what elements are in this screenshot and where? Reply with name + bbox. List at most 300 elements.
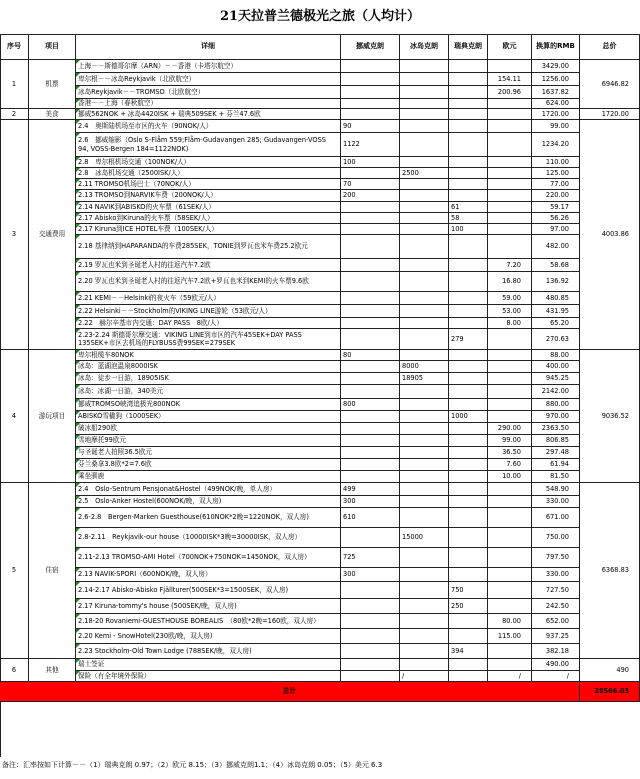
row-rmb: 1256.00 [532,73,580,86]
row-isk [400,568,449,582]
row-rmb: / [532,671,580,682]
row-rmb: 1637.82 [532,86,580,99]
row-detail: 2.13 NAVIK-SPORI（600NOK/晚，双人房） [76,568,341,582]
row-sek [449,190,488,202]
row-detail: 2.5 Oslo-Anker Hostel(600NOK/晚，双人房) [76,496,341,508]
row-eur: 7.20 [488,259,532,272]
row-nok [341,373,400,385]
row-detail: 2.18 基律纳到HAPARANDA的车费285SEK，TONIE到罗瓦也米车费25.2欧元 [76,235,341,259]
row-isk [400,659,449,671]
row-sek [449,318,488,329]
row-nok [341,582,400,599]
row-eur [488,373,532,385]
header-isk: 冰岛克朗 [400,34,449,60]
row-eur [488,528,532,548]
row-isk [400,350,449,361]
row-sek [449,548,488,568]
row-detail: 2.8 卑尔根机场交通（100NOK/人） [76,157,341,168]
row-detail: 破冰船290欧 [76,423,341,435]
row-detail: 2.14-2.17 Abisko-Abisko Fjällturer(500SEK*3=1500SEK，双人房) [76,582,341,599]
row-detail: 2.17 Abisko到Kiruna的火车票（58SEK/人） [76,213,341,224]
row-nok [341,459,400,471]
row-rmb: 431.95 [532,305,580,318]
row-nok [341,213,400,224]
row-eur: 10.00 [488,471,532,483]
row-eur [488,60,532,73]
row-sek [449,459,488,471]
group-item: 游玩项目 [29,350,76,483]
row-nok [341,471,400,483]
row-rmb: 480.85 [532,292,580,305]
total-label: 总计 [0,682,580,702]
row-detail: 2.6-2.8 Bergen-Marken Guesthouse(610NOK*2晚=1220NOK，双人房) [76,508,341,528]
row-sek: 1000 [449,411,488,423]
row-nok: 1122 [341,133,400,157]
row-nok [341,614,400,629]
row-eur: 7.60 [488,459,532,471]
row-rmb: 88.00 [532,350,580,361]
sheet-title: 21天拉普兰德极光之旅（人均计） [219,9,421,24]
row-detail: 上海－－斯德哥尔摩（ARN）－－香港（卡塔尔航空） [76,60,341,73]
row-nok [341,659,400,671]
group-item: 美食 [29,109,76,120]
row-eur [488,508,532,528]
row-detail: 2.23 Stockholm-Old Town Lodge (788SEK/晚，双人房) [76,644,341,659]
row-isk: 8000 [400,361,449,373]
row-isk [400,447,449,459]
row-isk [400,179,449,190]
row-detail: 卑尔根缆车80NOK [76,350,341,361]
row-eur: 53.00 [488,305,532,318]
row-sek [449,86,488,99]
header-total: 总价 [580,34,640,60]
row-rmb: 77.00 [532,179,580,190]
row-sek [449,399,488,411]
row-sek [449,292,488,305]
row-nok [341,272,400,292]
row-eur [488,496,532,508]
row-sek [449,99,488,109]
group-seq: 4 [0,350,29,483]
row-eur [488,329,532,350]
row-sek: 58 [449,213,488,224]
row-eur: 8.00 [488,318,532,329]
row-nok [341,86,400,99]
row-sek: 250 [449,599,488,614]
row-detail: 芬兰桑拿3.8欧*2=7.6欧 [76,459,341,471]
row-detail: 乘坐驯鹿 [76,471,341,483]
row-rmb: 2142.00 [532,385,580,399]
row-sek [449,423,488,435]
row-isk [400,582,449,599]
row-nok [341,644,400,659]
row-detail: 2.17 Kiruna-tommy's house (500SEK/晚，双人房) [76,599,341,614]
row-detail: 冰岛Reykjavik－－TROMSO（北欧航空） [76,86,341,99]
row-rmb: 750.00 [532,528,580,548]
group-item: 交通费用 [29,120,76,350]
row-nok [341,528,400,548]
group-total: 9036.52 [580,350,640,483]
row-nok: 725 [341,548,400,568]
row-rmb: 548.90 [532,483,580,496]
row-eur [488,99,532,109]
row-isk [400,272,449,292]
group-seq: 2 [0,109,29,120]
row-nok [341,109,400,120]
row-rmb: 330.00 [532,568,580,582]
row-rmb: 970.00 [532,411,580,423]
row-isk [400,133,449,157]
row-isk [400,292,449,305]
row-eur [488,179,532,190]
row-nok: 100 [341,157,400,168]
row-nok: 70 [341,179,400,190]
group-seq: 5 [0,483,29,659]
row-isk [400,423,449,435]
row-eur [488,659,532,671]
row-detail: 挪威562NOK + 冰岛4420ISK + 瑞典509SEK + 芬兰47.6欧 [76,109,341,120]
row-nok: 300 [341,496,400,508]
row-sek [449,305,488,318]
row-isk [400,213,449,224]
row-sek [449,508,488,528]
row-isk [400,471,449,483]
row-rmb: 56.26 [532,213,580,224]
row-rmb: 727.50 [532,582,580,599]
row-nok [341,73,400,86]
row-rmb: 624.00 [532,99,580,109]
row-detail: 2.11 TROMSO机场巴士（70NOK/人） [76,179,341,190]
row-isk [400,202,449,213]
row-eur [488,361,532,373]
row-detail: 2.19 罗瓦也米到圣诞老人村的往返汽车7.2欧 [76,259,341,272]
row-detail: 2.4 Oslo-Sentrum Pensjonat&Hostel（499NOK/晚，单人房） [76,483,341,496]
row-rmb: 81.50 [532,471,580,483]
header-seq: 序号 [0,34,29,60]
row-nok: 80 [341,350,400,361]
group-seq: 6 [0,659,29,682]
row-isk [400,305,449,318]
row-rmb: 652.00 [532,614,580,629]
row-detail: 2.18-20 Rovaniemi-GUESTHOUSE BOREALIS （80欧*2晚=160欧，双人房） [76,614,341,629]
group-item: 机票 [29,60,76,109]
row-eur [488,350,532,361]
row-nok [341,259,400,272]
row-detail: 冰岛：徒步一日游，18905ISK [76,373,341,385]
row-nok [341,411,400,423]
row-nok [341,99,400,109]
row-sek [449,259,488,272]
row-eur [488,133,532,157]
row-sek [449,435,488,447]
row-nok [341,447,400,459]
row-eur: 80.00 [488,614,532,629]
row-sek [449,471,488,483]
row-rmb: 59.17 [532,202,580,213]
row-sek [449,133,488,157]
row-sek [449,614,488,629]
row-rmb: 3429.00 [532,60,580,73]
row-sek [449,447,488,459]
row-isk [400,508,449,528]
row-sek: 100 [449,224,488,235]
row-isk [400,385,449,399]
row-detail: 2.8-2.11 Reykjavik-our house（10000ISK*3晚=30000ISK，双人房） [76,528,341,548]
total-value: 28566.03 [580,682,640,702]
row-eur: 290.00 [488,423,532,435]
row-rmb: 806.85 [532,435,580,447]
row-isk [400,224,449,235]
row-sek [449,483,488,496]
row-detail: 瑞士签证 [76,659,341,671]
row-rmb: 330.00 [532,496,580,508]
row-sek [449,659,488,671]
row-detail: ABISKO雪橇狗（1000SEK） [76,411,341,423]
row-isk [400,459,449,471]
row-isk [400,399,449,411]
row-nok [341,629,400,644]
row-nok: 499 [341,483,400,496]
row-rmb: 58.68 [532,259,580,272]
row-rmb: 242.50 [532,599,580,614]
row-eur [488,411,532,423]
row-nok [341,361,400,373]
row-eur [488,548,532,568]
row-rmb: 671.00 [532,508,580,528]
row-isk [400,614,449,629]
row-rmb: 1720.00 [532,109,580,120]
row-eur [488,120,532,133]
row-detail: 2.6 挪威缩影（Oslo S-Flåm 559;Flåm-Gudavangen 285; Gudavangen-VOSS 94, VOSS-Bergen 184=1122NOK) [76,133,341,157]
row-isk [400,190,449,202]
row-isk [400,644,449,659]
row-sek [449,568,488,582]
row-isk [400,496,449,508]
group-total: 4003.86 [580,120,640,350]
row-isk [400,411,449,423]
row-detail: 2.8 冰岛机场交通（2500ISK/人） [76,168,341,179]
row-detail: 香港－－上海（春秋航空） [76,99,341,109]
group-seq: 1 [0,60,29,109]
row-nok: 610 [341,508,400,528]
row-isk [400,629,449,644]
row-detail: 卑尔根－－冰岛Reykjavik（北欧航空） [76,73,341,86]
row-eur: 59.00 [488,292,532,305]
row-eur: / [488,671,532,682]
row-detail: 2.20 Kemi - SnowHotel(230欧/晚，双人房) [76,629,341,644]
row-sek: 279 [449,329,488,350]
row-detail: 2.11-2.13 TROMSO-AMI Hotel（700NOK+750NOK=1450NOK，双人房） [76,548,341,568]
row-sek [449,73,488,86]
footnote: 备注：汇率按如下计算－－（1）瑞典克朗 0.97；（2）欧元 8.15；（3）挪威克朗1.1；（4）冰岛克朗 0.05；（5）美元 6.3 [2,761,383,769]
row-detail: 2.22 Helsinki－－Stockholm的VIKING LINE游轮（53欧元/人） [76,305,341,318]
row-nok: 800 [341,399,400,411]
row-nok: 200 [341,190,400,202]
row-isk [400,73,449,86]
header-detail: 详细 [76,34,341,60]
row-nok [341,168,400,179]
row-isk: 2500 [400,168,449,179]
row-sek [449,60,488,73]
row-sek [449,109,488,120]
row-eur [488,213,532,224]
row-sek: 394 [449,644,488,659]
row-isk [400,435,449,447]
row-nok [341,292,400,305]
row-rmb: 99.00 [532,120,580,133]
row-isk: / [400,671,449,682]
row-isk: 18905 [400,373,449,385]
row-sek [449,157,488,168]
row-eur [488,582,532,599]
row-eur [488,599,532,614]
row-nok: 300 [341,568,400,582]
row-rmb: 1234.20 [532,133,580,157]
row-isk [400,318,449,329]
row-isk [400,548,449,568]
row-nok [341,599,400,614]
row-isk [400,259,449,272]
row-detail: 2.23-2.24 斯德哥尔摩交通：VIKING LINE到市区的汽车45SEK+DAY PASS 135SEK+市区去机场的FLYBUSS费99SEK=279SEK [76,329,341,350]
row-detail: 2.13 TROMSO到NARVIK车费（200NOK/人） [76,190,341,202]
row-nok [341,60,400,73]
row-nok [341,202,400,213]
row-rmb: 400.00 [532,361,580,373]
row-sek [449,528,488,548]
group-total: 490 [580,659,640,682]
row-nok [341,671,400,682]
row-eur [488,202,532,213]
row-detail: 2.20 罗瓦也米到圣诞老人村的往返汽车7.2欧+罗瓦也米到KEMI的火车票9.6欧 [76,272,341,292]
row-rmb: 382.18 [532,644,580,659]
row-eur [488,235,532,259]
row-sek: 750 [449,582,488,599]
row-nok [341,329,400,350]
row-rmb: 136.92 [532,272,580,292]
row-rmb: 270.63 [532,329,580,350]
row-nok [341,235,400,259]
row-nok [341,224,400,235]
row-sek [449,385,488,399]
row-eur [488,157,532,168]
row-isk [400,157,449,168]
row-detail: 2.17 Kiruna到ICE HOTEL车费（100SEK/人） [76,224,341,235]
row-rmb: 125.00 [532,168,580,179]
row-detail: 2.21 KEMI－－Helsinki的夜火车（59欧元/人） [76,292,341,305]
row-eur: 154.11 [488,73,532,86]
row-eur [488,483,532,496]
row-nok [341,305,400,318]
row-isk [400,109,449,120]
row-eur [488,109,532,120]
row-sek [449,373,488,385]
row-eur: 200.96 [488,86,532,99]
row-detail: 2.4 奥斯陆机场至市区的火车（90NOK/人） [76,120,341,133]
row-detail: 与圣诞老人拍照36.5欧元 [76,447,341,459]
row-eur [488,190,532,202]
row-rmb: 880.00 [532,399,580,411]
row-rmb: 220.00 [532,190,580,202]
row-rmb: 937.25 [532,629,580,644]
row-isk [400,86,449,99]
row-sek [449,361,488,373]
header-eur: 欧元 [488,34,532,60]
row-nok [341,385,400,399]
row-sek [449,272,488,292]
row-eur: 115.00 [488,629,532,644]
row-sek [449,179,488,190]
row-sek [449,629,488,644]
group-total: 6368.83 [580,483,640,659]
row-sek [449,120,488,133]
row-rmb: 297.48 [532,447,580,459]
header-nok: 挪威克朗 [341,34,400,60]
group-item: 其他 [29,659,76,682]
row-sek [449,671,488,682]
row-rmb: 110.00 [532,157,580,168]
row-detail: 挪威TROMSO峡湾追极光800NOK [76,399,341,411]
group-total: 6946.82 [580,60,640,109]
row-nok: 90 [341,120,400,133]
row-eur [488,385,532,399]
row-eur: 36.50 [488,447,532,459]
row-detail: 2.14 NAVIK到ABISKO的火车票（61SEK/人） [76,202,341,213]
row-rmb: 65.20 [532,318,580,329]
row-detail: 冰岛：蓝湖泡温泉8000ISK [76,361,341,373]
row-detail: 冰岛：冰湖一日游，340美元 [76,385,341,399]
row-sek [449,168,488,179]
row-rmb: 945.25 [532,373,580,385]
row-isk [400,235,449,259]
row-sek [449,350,488,361]
row-sek [449,496,488,508]
row-detail: 雪地摩托99欧元 [76,435,341,447]
row-rmb: 97.00 [532,224,580,235]
row-rmb: 482.00 [532,235,580,259]
row-isk: 15000 [400,528,449,548]
header-sek: 瑞典克朗 [449,34,488,60]
row-nok [341,318,400,329]
row-isk [400,599,449,614]
row-isk [400,99,449,109]
row-isk [400,483,449,496]
row-eur: 16.80 [488,272,532,292]
header-item: 项目 [29,34,76,60]
group-item: 住宿 [29,483,76,659]
row-eur [488,399,532,411]
group-total: 1720.00 [580,109,640,120]
header-rmb: 换算的RMB [532,34,580,60]
row-nok [341,423,400,435]
row-eur [488,224,532,235]
group-seq: 3 [0,120,29,350]
row-eur [488,168,532,179]
row-sek [449,235,488,259]
row-isk [400,329,449,350]
row-eur [488,644,532,659]
row-detail: 保险（有全年境外保险） [76,671,341,682]
row-rmb: 61.94 [532,459,580,471]
row-rmb: 2363.50 [532,423,580,435]
row-eur [488,568,532,582]
row-rmb: 490.00 [532,659,580,671]
row-rmb: 797.50 [532,548,580,568]
row-isk [400,120,449,133]
row-detail: 2.22 赫尔辛基市内交通：DAY PASS 8欧/人） [76,318,341,329]
row-sek: 61 [449,202,488,213]
row-nok [341,435,400,447]
row-eur: 99.00 [488,435,532,447]
